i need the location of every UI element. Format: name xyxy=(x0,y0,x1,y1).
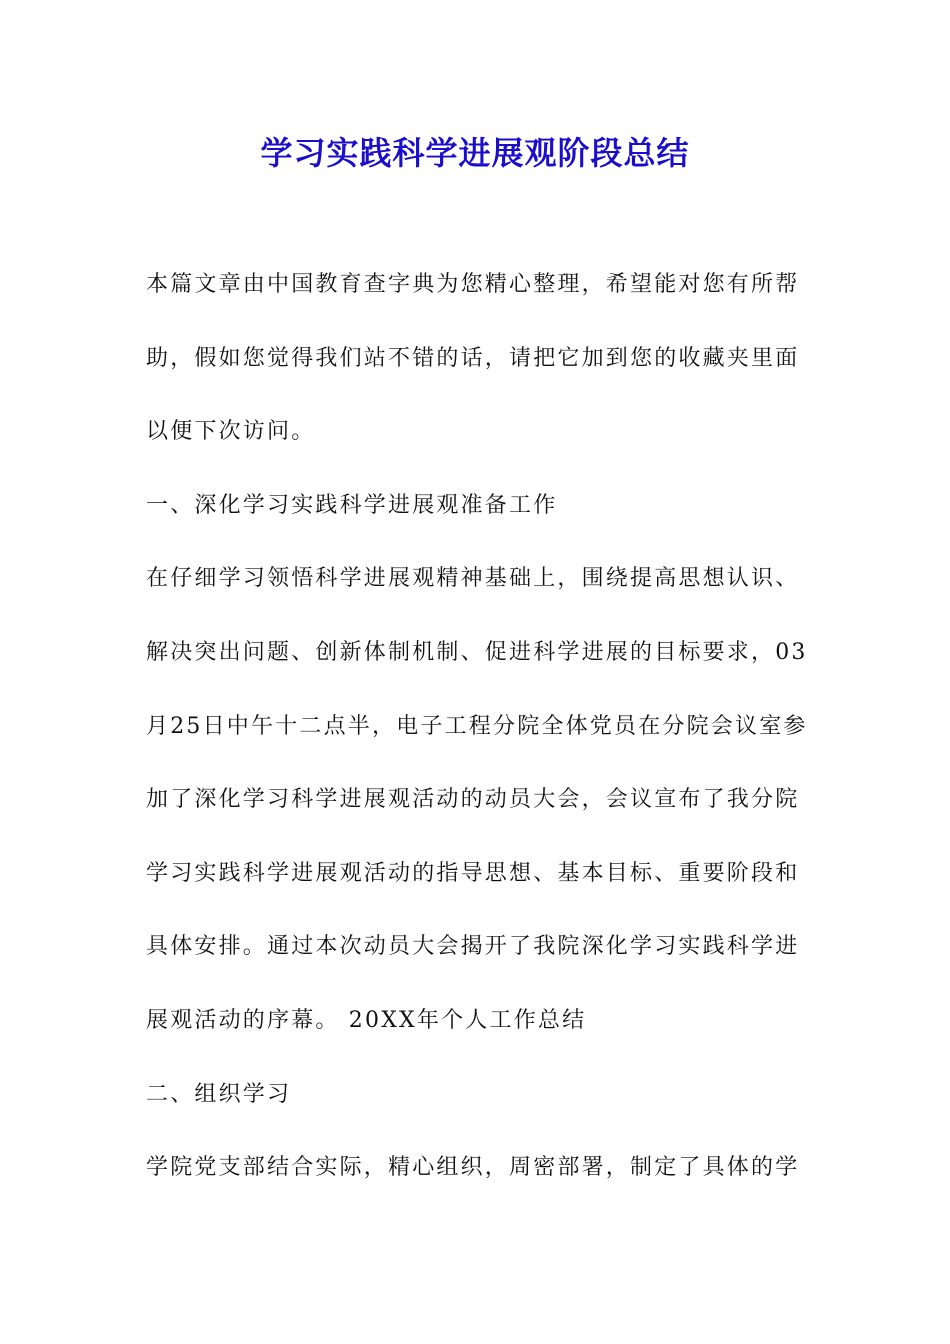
paragraph-line: 展观活动的序幕。 20XX年个人工作总结 xyxy=(146,1007,587,1033)
paragraph-line: 以便下次访问。 xyxy=(146,419,316,445)
document-title: 学习实践科学进展观阶段总结 xyxy=(260,134,690,172)
paragraph-line: 具体安排。通过本次动员大会揭开了我院深化学习实践科学进 xyxy=(146,934,800,960)
paragraph-line: 月25日中午十二点半，电子工程分院全体党员在分院会议室参 xyxy=(146,713,808,739)
paragraph-line: 本篇文章由中国教育查字典为您精心整理，希望能对您有所帮 xyxy=(146,272,800,297)
paragraph-line: 学习实践科学进展观活动的指导思想、基本目标、重要阶段和 xyxy=(146,860,800,886)
paragraph-line: 解决突出问题、创新体制机制、促进科学进展的目标要求，03 xyxy=(146,639,808,665)
paragraph-line: 在仔细学习领悟科学进展观精神基础上，围绕提高思想认识、 xyxy=(146,566,800,592)
section-heading-2: 二、组织学习 xyxy=(146,1081,292,1107)
section-heading-1: 一、深化学习实践科学进展观准备工作 xyxy=(146,492,558,518)
paragraph-line: 助，假如您觉得我们站不错的话，请把它加到您的收藏夹里面 xyxy=(146,345,800,371)
paragraph-line: 学院党支部结合实际，精心组织，周密部署，制定了具体的学 xyxy=(146,1155,800,1181)
document-body xyxy=(146,262,806,1219)
paragraph-line: 加了深化学习科学进展观活动的动员大会，会议宣布了我分院 xyxy=(146,787,800,813)
